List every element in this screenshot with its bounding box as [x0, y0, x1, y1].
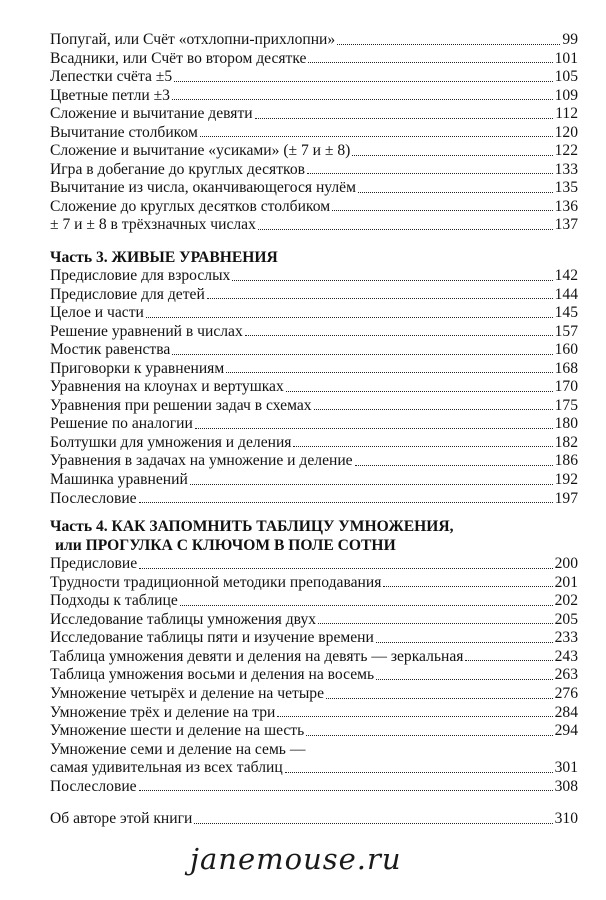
dot-leader [332, 210, 553, 211]
entry-title: Послесловие [50, 489, 137, 507]
entry-title: Уравнения при решении задач в схемах [50, 396, 312, 414]
toc-entry [50, 434, 578, 453]
toc-entry [50, 87, 578, 106]
part4-list [50, 555, 578, 740]
entry-title: Уравнения на клоунах и вертушках [50, 378, 284, 396]
entry-title: Приговорки к уравнениям [50, 359, 225, 377]
toc-entry [50, 574, 578, 593]
table-of-contents [50, 31, 578, 829]
dot-leader [286, 391, 553, 392]
part4-heading-line2: или ПРОГУЛКА С КЛЮЧОМ В ПОЛЕ СОТНИ [55, 537, 396, 555]
entry-title: Исследование таблицы умножения двух [50, 610, 317, 628]
dot-leader [355, 465, 553, 466]
toc-entry [50, 124, 578, 143]
toc-entry [50, 286, 578, 305]
toc-entry [50, 105, 578, 124]
dot-leader [258, 229, 553, 230]
dot-leader [352, 155, 552, 156]
entry-page: 144 [554, 285, 578, 303]
toc-entry [50, 471, 578, 490]
entry-title: Вычитание из числа, оканчивающегося нулём [50, 179, 356, 197]
toc-entry [50, 555, 578, 574]
dot-leader [245, 335, 553, 336]
entry-page: 120 [554, 123, 578, 141]
entry-page: 284 [554, 703, 578, 721]
entry-title: Сложение до круглых десятков столбиком [50, 197, 331, 215]
entry-page: 160 [554, 341, 578, 359]
entry-page: 276 [554, 684, 578, 702]
entry-title: Исследование таблицы пяти и изучение времени [50, 629, 374, 647]
entry-title: Предисловие для детей [50, 285, 205, 303]
entry-page: 157 [554, 322, 578, 340]
entry-title: Умножение шести и деление на шесть [50, 722, 305, 740]
toc-entry [50, 267, 578, 286]
dot-leader [172, 99, 553, 100]
entry-page: 200 [554, 555, 578, 573]
toc-entry [50, 452, 578, 471]
dot-leader [337, 44, 560, 45]
entry-page: 168 [554, 359, 578, 377]
entry-title: Целое и части [50, 304, 144, 322]
toc-entry-wrapped [50, 741, 578, 778]
dot-leader [226, 372, 552, 373]
entry-page: 145 [554, 304, 578, 322]
entry-page: 301 [554, 759, 578, 777]
entry-page: 109 [554, 86, 578, 104]
dot-leader [139, 568, 552, 569]
toc-entry [50, 592, 578, 611]
entry-page: 202 [554, 592, 578, 610]
dot-leader [293, 446, 552, 447]
entry-title: Предисловие для взрослых [50, 267, 231, 285]
dot-leader [285, 772, 553, 773]
entry-page: 197 [554, 489, 578, 507]
dot-leader [195, 428, 553, 429]
entry-page: 233 [554, 629, 578, 647]
entry-page: 310 [554, 810, 578, 828]
dot-leader [465, 660, 552, 661]
entry-title: Машинка уравнений [50, 471, 188, 489]
toc-entry [50, 685, 578, 704]
toc-entry [50, 198, 578, 217]
entry-title: Решение по аналогии [50, 415, 193, 433]
dot-leader [180, 605, 553, 606]
dot-leader [383, 586, 552, 587]
part2-list [50, 31, 578, 235]
toc-entry [50, 360, 578, 379]
toc-entry [50, 629, 578, 648]
dot-leader [172, 354, 552, 355]
entry-title: Уравнения в задачах на умножение и деление [50, 452, 353, 470]
toc-entry [50, 341, 578, 360]
entry-page: 294 [554, 722, 578, 740]
entry-page: 180 [554, 415, 578, 433]
entry-title: Сложение и вычитание «усиками» (± 7 и ± 8) [50, 142, 351, 160]
watermark-text: janemouse.ru [190, 842, 402, 876]
entry-title: Послесловие [50, 777, 137, 795]
dot-leader [200, 136, 553, 137]
toc-entry [50, 415, 578, 434]
entry-title: ± 7 и ± 8 в трёхзначных числах [50, 216, 256, 234]
toc-entry [50, 666, 578, 685]
dot-leader [139, 502, 553, 503]
entry-page: 99 [562, 31, 578, 48]
dot-leader [306, 735, 552, 736]
entry-title: Цветные петли ±3 [50, 86, 170, 104]
dot-leader [307, 173, 553, 174]
entry-page: 137 [554, 216, 578, 234]
dot-leader [326, 698, 553, 699]
entry-page: 133 [554, 160, 578, 178]
toc-entry [50, 216, 578, 235]
toc-entry [50, 397, 578, 416]
dot-leader [376, 642, 553, 643]
dot-leader [308, 62, 552, 63]
dot-leader [146, 317, 553, 318]
entry-title: Подходы к таблице [50, 592, 178, 610]
entry-title: Решение уравнений в числах [50, 322, 243, 340]
entry-title: Об авторе этой книги [50, 810, 193, 828]
dot-leader [232, 280, 552, 281]
entry-title: Болтушки для умножения и деления [50, 433, 292, 451]
entry-page: 205 [554, 610, 578, 628]
entry-title: Предисловие [50, 555, 138, 573]
toc-entry [50, 161, 578, 180]
toc-entry [50, 68, 578, 87]
entry-title: Трудности традиционной методики преподавания [50, 573, 382, 591]
entry-page: 201 [554, 573, 578, 591]
entry-page: 175 [554, 396, 578, 414]
entry-title: Таблица умножения восьми и деления на восемь [50, 666, 375, 684]
dot-leader [194, 823, 552, 824]
entry-page: 142 [554, 267, 578, 285]
entry-page: 263 [554, 666, 578, 684]
entry-title: Игра в добегание до круглых десятков [50, 160, 305, 178]
dot-leader [318, 623, 553, 624]
toc-entry [50, 648, 578, 667]
entry-page: 243 [554, 647, 578, 665]
dot-leader [174, 81, 552, 82]
entry-page: 170 [554, 378, 578, 396]
entry-page: 308 [554, 777, 578, 795]
entry-title: Умножение четырёх и деление на четыре [50, 684, 325, 702]
dot-leader [255, 118, 554, 119]
entry-page: 135 [554, 179, 578, 197]
toc-entry [50, 378, 578, 397]
toc-entry [50, 179, 578, 198]
entry-title: Мостик равенства [50, 341, 171, 359]
entry-title: Умножение трёх и деление на три [50, 703, 276, 721]
entry-title: Вычитание столбиком [50, 123, 198, 141]
dot-leader [190, 484, 553, 485]
entry-page: 182 [554, 433, 578, 451]
dot-leader [314, 409, 553, 410]
part3-list [50, 267, 578, 508]
toc-entry [50, 142, 578, 161]
entry-page: 105 [554, 68, 578, 86]
toc-entry [50, 304, 578, 323]
entry-title: Таблица умножения девяти и деления на девять — зеркальная [50, 647, 464, 665]
part4-heading-line1: Часть 4. КАК ЗАПОМНИТЬ ТАБЛИЦУ УМНОЖЕНИЯ, [50, 518, 454, 536]
toc-entry [50, 722, 578, 741]
dot-leader [376, 679, 552, 680]
toc-entry [50, 50, 578, 69]
toc-entry [50, 611, 578, 630]
entry-title-line1: Умножение семи и деление на семь — [50, 740, 306, 758]
dot-leader [207, 298, 553, 299]
dot-leader [139, 790, 553, 791]
entry-title-line2: самая удивительная из всех таблиц [50, 759, 283, 777]
entry-title: Сложение и вычитание девяти [50, 105, 253, 123]
dot-leader [358, 192, 553, 193]
dot-leader [277, 716, 552, 717]
part3-heading: Часть 3. ЖИВЫЕ УРАВНЕНИЯ [50, 249, 278, 267]
entry-page: 186 [554, 452, 578, 470]
entry-page: 136 [554, 197, 578, 215]
entry-title: Лепестки счёта ±5 [50, 68, 173, 86]
toc-entry-about [50, 810, 578, 829]
toc-entry [50, 323, 578, 342]
toc-entry [50, 704, 578, 723]
toc-entry-afterword [50, 778, 578, 797]
entry-page: 112 [555, 105, 578, 123]
entry-title: Попугай, или Счёт «отхлопни-прихлопни» [50, 31, 336, 48]
entry-title: Всадники, или Счёт во втором десятке [50, 49, 307, 67]
entry-page: 122 [554, 142, 578, 160]
entry-page: 192 [554, 471, 578, 489]
entry-page: 101 [554, 49, 578, 67]
toc-entry [50, 490, 578, 509]
toc-entry [50, 31, 578, 50]
